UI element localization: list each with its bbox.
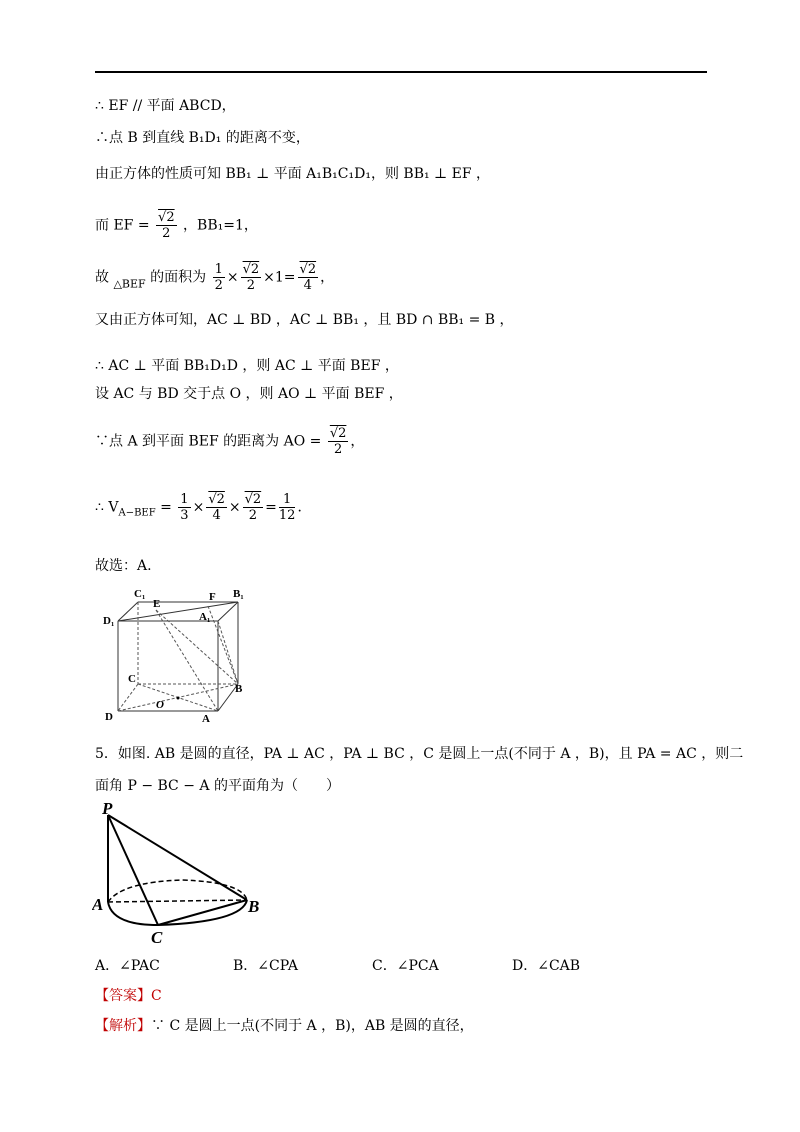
label-A: A xyxy=(92,895,104,914)
line-10: ∴ $V_{A-BEF}$ = $\frac{1}{3}$ × $\frac{√2}{4}$ × $\frac{√2}{2}$ = $\frac{1}{12}$ ． xyxy=(95,492,312,523)
answer-label: 【答案】 xyxy=(95,988,151,1004)
label-O: O xyxy=(156,699,164,711)
question-5-line-2: 面角 P − BC − A 的平面角为（ ） xyxy=(95,778,340,794)
cube-figure xyxy=(98,584,258,724)
analysis-line xyxy=(95,1016,474,1036)
line-11: 故选：A. xyxy=(95,558,152,574)
line-6: 又由正方体可知，AC ⊥ BD ，AC ⊥ BB₁ ，且 BD ∩ BB₁ = B ， xyxy=(95,312,514,328)
answer-line xyxy=(95,986,162,1006)
line-3: 由正方体的性质可知 BB₁ ⊥ 平面 A₁B₁C₁D₁，则 BB₁ ⊥ EF ， xyxy=(95,166,491,182)
analysis-label: 【解析】 xyxy=(95,1018,151,1034)
label-F: F xyxy=(209,591,216,603)
label-A: A xyxy=(202,713,210,724)
line-5: 故 $_{\triangle BEF}$ 的面积为 $\frac{1}{2}$ × $\frac{√2}{2}$ ×1= $\frac{√2}{4}$ ， xyxy=(95,262,335,293)
option-b[interactable]: B．∠CPA xyxy=(233,958,298,974)
header-rule xyxy=(95,71,707,73)
option-d[interactable]: D．∠CAB xyxy=(512,958,581,974)
label-A1: A₁ xyxy=(199,611,211,623)
line-1: ∴ EF // 平面 ABCD， xyxy=(95,98,236,114)
answer-value: C xyxy=(151,988,162,1004)
label-C: C xyxy=(151,928,163,945)
line-8: 设 AC 与 BD 交于点 O ，则 AO ⊥ 平面 BEF ， xyxy=(95,386,403,402)
line-9: ∵点 A 到平面 BEF 的距离为 AO = $\frac{√2}{2}$ ， xyxy=(95,426,365,457)
question-5-line-1: 5．如图. AB 是圆的直径，PA ⊥ AC ，PA ⊥ BC ，C 是圆上一点(不同于 A ，B)，且 PA = AC ，则二 xyxy=(95,746,744,762)
line-7: ∴ AC ⊥ 平面 BB₁D₁D ，则 AC ⊥ 平面 BEF ， xyxy=(95,358,399,374)
label-D: D xyxy=(105,711,113,723)
label-C1: C₁ xyxy=(134,588,146,600)
label-E: E xyxy=(153,598,161,610)
analysis-text: ∵ C 是圆上一点(不同于 A ，B)，AB 是圆的直径， xyxy=(151,1018,474,1034)
label-C: C xyxy=(128,673,136,685)
label-B: B xyxy=(235,683,243,695)
label-B: B xyxy=(248,897,260,916)
option-a[interactable]: A．∠PAC xyxy=(95,958,160,974)
label-D1: D₁ xyxy=(103,615,115,627)
cone-figure xyxy=(92,800,272,945)
option-c[interactable]: C．∠PCA xyxy=(372,958,439,974)
label-P: P xyxy=(102,800,113,818)
line-4: 而 EF = $\frac{√2}{2}$ ，BB₁=1， xyxy=(95,210,258,241)
label-B1: B₁ xyxy=(233,588,244,600)
line-2: ∴点 B 到直线 B₁D₁ 的距离不变， xyxy=(95,130,310,146)
